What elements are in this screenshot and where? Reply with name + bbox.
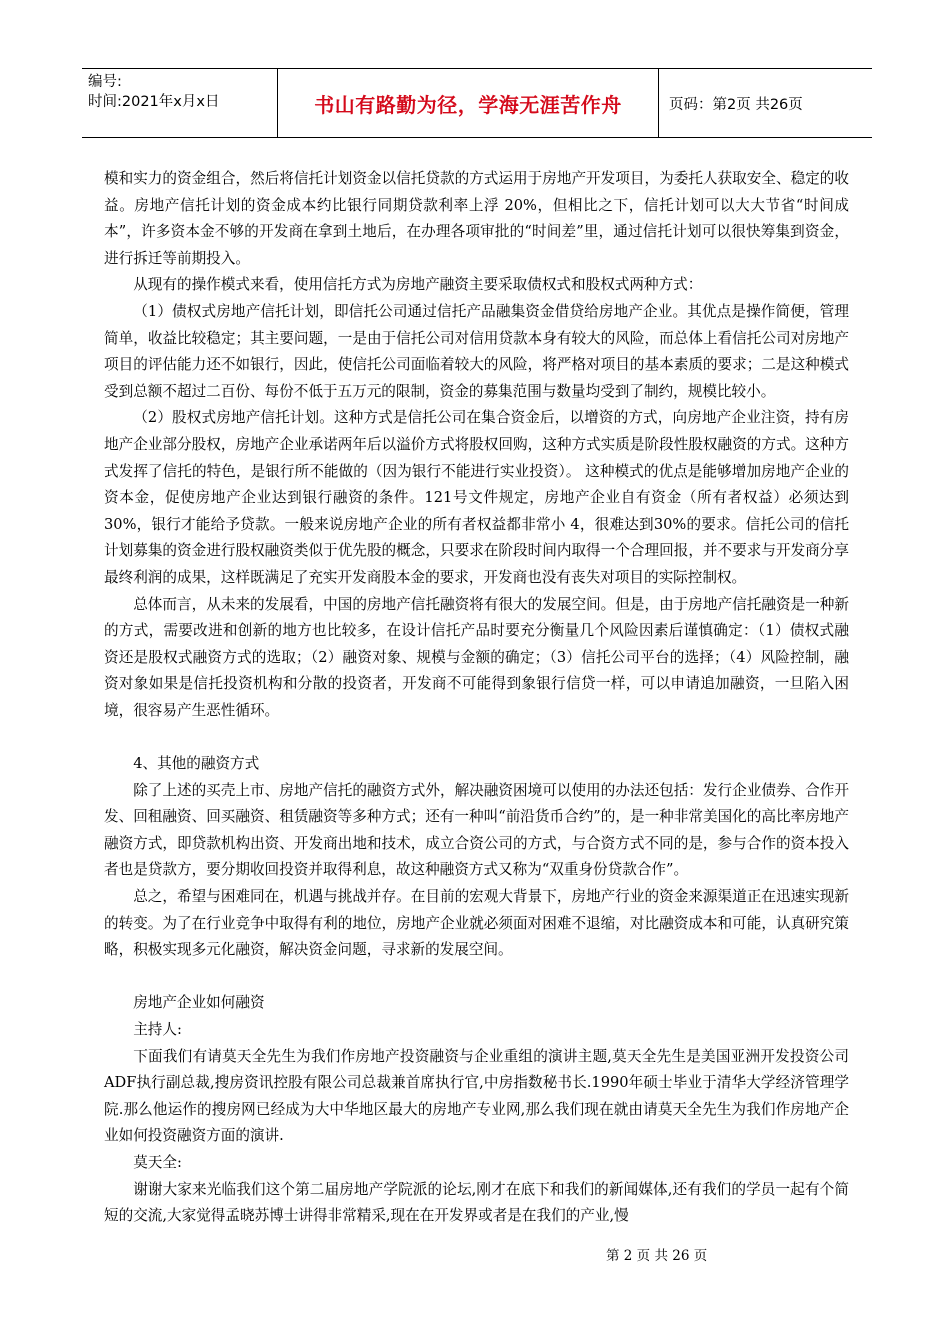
header-meta	[82, 69, 278, 137]
document-time-label: 时间:2021年x月x日	[88, 94, 220, 110]
paragraph-trust-intro: 模和实力的资金组合，然后将信托计划资金以信托贷款的方式运用于房地产开发项目，为委托人获取安全、稳定的收益。房地产信托计划的资金成本约比银行同期贷款利率上浮 20%，但相比之下，信托计划可以大大节省“时间成本”，许多资本金不够的开发商在拿到土地后，在办理各项审批的“时间差”里，通过信托计划可以很快筹集到资金，进行拆迁等前期投入。	[104, 170, 849, 267]
header-motto: 书山有路勤为径，学海无涯苦作舟	[278, 69, 659, 137]
paragraph-equity-trust: （2）股权式房地产信托计划。这种方式是信托公司在集合资金后，以增资的方式，向房地产企业注资，持有房地产企业部分股权，房地产企业承诺两年后以溢价方式将股权回购，这种方式实质是阶段性股权融资的方式。这种方式发挥了信托的特色，是银行所不能做的（因为银行不能进行实业投资）。 这种模式的优点是能够增加房地产企业的资本金，促使房地产企业达到银行融资的条件。121号文件规定，房地产企业自有资金（所有者权益）必须达到 30%，银行才能给予贷款。一般来说房地产企业的所有者权益都非常小 4，很难达到30%的要求。信托公司的信托计划募集的资金进行股权融资类似于优先股的概念，只要求在阶段时间内取得一个合理回报，并不要求与开发商分享最终利润的成果，这样既满足了充实开发商股本金的要求，开发商也没有丧失对项目的实际控制权。	[104, 409, 849, 586]
speaker-mo-label: 莫天全:	[133, 1153, 182, 1171]
paragraph-debt-trust: （1）债权式房地产信托计划，即信托公司通过信托产品融集资金借贷给房地产企业。其优点是操作简便，管理简单，收益比较稳定；其主要问题，一是由于信托公司对信用贷款本身有较大的风险，而总体上看信托公司对房地产项目的评估能力还不如银行，因此，使信托公司面临着较大的风险，将严格对项目的基本素质的要求；二是这种模式受到总额不超过二百份、每份不低于五万元的限制，资金的募集范围与数量均受到了制约，规模比较小。	[104, 302, 849, 400]
page-header	[82, 68, 872, 138]
paragraph-conclusion: 总之，希望与困难同在，机遇与挑战并存。在目前的宏观大背景下，房地产行业的资金来源渠道正在迅速实现新的转变。为了在行业竞争中取得有利的地位，房地产企业就必须面对困难不退缩，对比融资成本和可能，认真研究策略，积极实现多元化融资，解决资金问题，寻求新的发展空间。	[104, 888, 849, 959]
section-heading-other-financing: 4、其他的融资方式	[133, 755, 260, 773]
paragraph-trust-summary: 总体而言，从未来的发展看，中国的房地产信托融资将有很大的发展空间。但是，由于房地产信托融资是一种新的方式，需要改进和创新的地方也比较多，在设计信托产品时要充分衡量几个风险因素后谨慎确定：（1）债权式融资还是股权式融资方式的选取；（2）融资对象、规模与金额的确定；（3）信托公司平台的选择；（4）风险控制，融资对象如果是信托投资机构和分散的投资者，开发商不可能得到象银行信贷一样，可以申请追加融资，一旦陷入困境，很容易产生恶性循环。	[104, 595, 849, 719]
paragraph-mo-speech: 谢谢大家来光临我们这个第二届房地产学院派的论坛,刚才在底下和我们的新闻媒体,还有我们的学员一起有个简短的交流,大家觉得孟晓苏博士讲得非常精采,现在在开发界或者是在我们的产业,慢	[104, 1180, 849, 1225]
header-page-number: 页码：第2页 共26页	[669, 96, 803, 113]
document-number-label: 编号:	[88, 74, 122, 90]
paragraph-host-intro: 下面我们有请莫天全先生为我们作房地产投资融资与企业重组的演讲主题,莫天全先生是美国亚洲开发投资公司ADF执行副总裁,搜房资讯控股有限公司总裁兼首席执行官,中房指数秘书长.1990年硕士毕业于清华大学经济管理学院.那么他运作的搜房网已经成为大中华地区最大的房地产专业网,那么我们现在就由请莫天全先生为我们作房地产企业如何投资融资方面的演讲.	[104, 1047, 849, 1145]
paragraph-other-financing: 除了上述的买壳上市、房地产信托的融资方式外，解决融资困境可以使用的办法还包括：发行企业债券、合作开发、回租融资、回买融资、租赁融资等多种方式；还有一种叫“前沿货币合约”的，是一种非常美国化的高比率房地产融资方式，即贷款机构出资、开发商出地和技术，成立合资公司的方式，与合资方式不同的是，参与合作的资本投入者也是贷款方，要分期收回投资并取得利息，故这种融资方式又称为“双重身份贷款合作”。	[104, 781, 849, 879]
document-body	[104, 166, 849, 1230]
spacer	[104, 964, 849, 991]
paragraph-trust-modes: 从现有的操作模式来看，使用信托方式为房地产融资主要采取债权式和股权式两种方式：	[133, 276, 703, 294]
page-footer: 第 2 页 共 26 页	[606, 1248, 708, 1264]
section-title-how-to-finance: 房地产企业如何融资	[133, 994, 265, 1012]
speaker-host-label: 主持人:	[133, 1021, 182, 1038]
spacer	[104, 724, 849, 751]
